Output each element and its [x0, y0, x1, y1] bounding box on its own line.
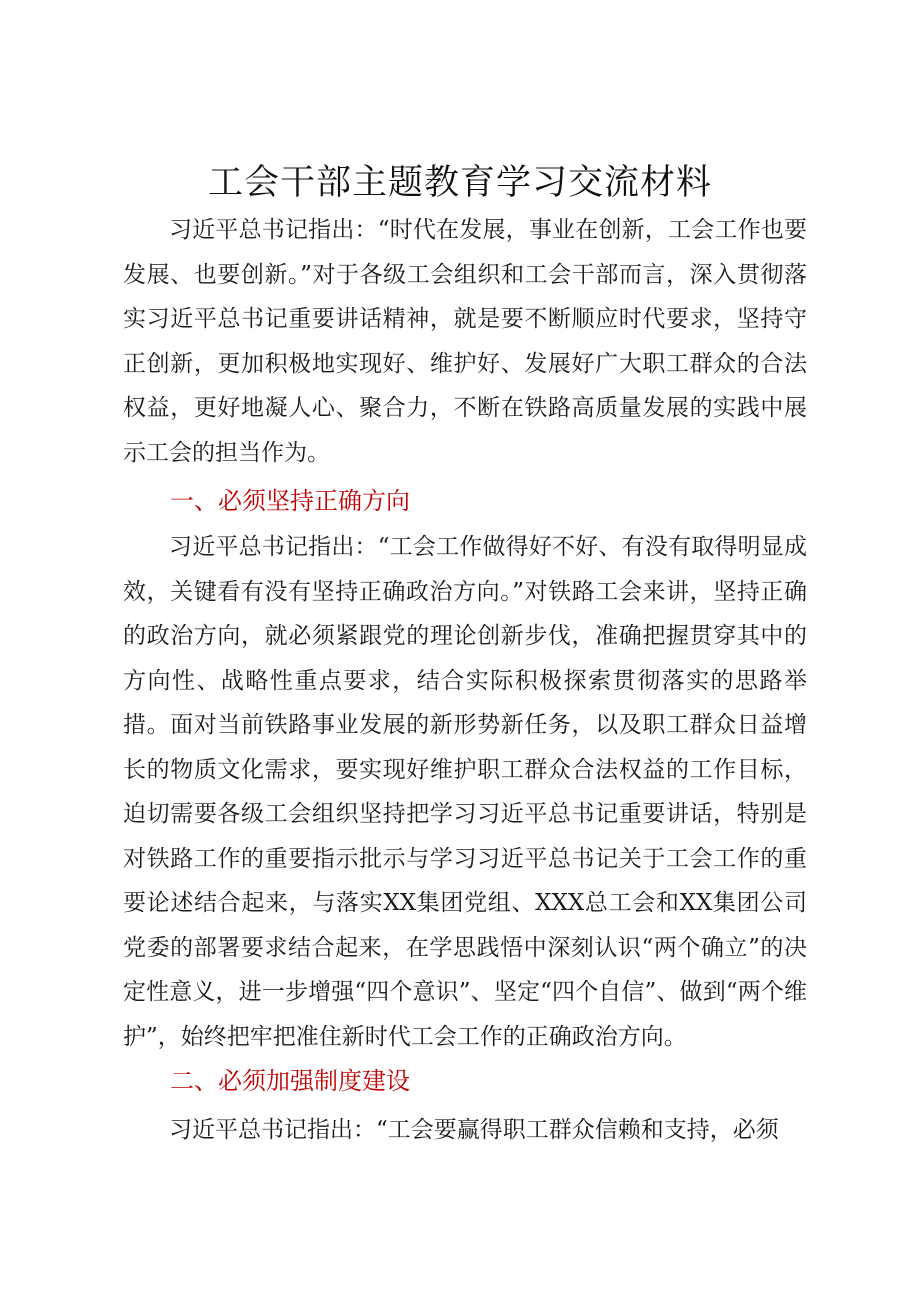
section-2-heading: 二、必须加强制度建设 [170, 1067, 410, 1095]
document-title: 工会干部主题教育学习交流材料 [207, 163, 712, 203]
section-1-heading: 一、必须坚持正确方向 [170, 487, 410, 515]
section-1-paragraph: 习近平总书记指出：“工会工作做得好不好、有没有取得明显成效，关键看有没有坚持正确政治方向。”对铁路工会来讲，坚持正确的政治方向，就必须紧跟党的理论创新步伐，准确把握贯穿其中的方向性、战略性重点要求，结合实际积极探索贯彻落实的思路举措。面对当前铁路事业发展的新形势新任务，以及职工群众日益增长的物质文化需求，要实现好维护职工群众合法权益的工作目标，迫切需要各级工会组织坚持把学习习近平总书记重要讲话，特别是对铁路工作的重要指示批示与学习习近平总书记关于工会工作的重要论述结合起来，与落实XX集团党组、XXX总工会和XX集团公司党委的部署要求结合起来，在学思践悟中深刻认识“两个确立”的决定性意义，进一步增强“四个意识”、坚定“四个自信”、做到“两个维护”，始终把牢把准住新时代工会工作的正确政治方向。 [123, 534, 807, 1050]
intro-paragraph: 习近平总书记指出：“时代在发展，事业在创新，工会工作也要发展、也要创新。”对于各级工会组织和工会干部而言，深入贯彻落实习近平总书记重要讲话精神，就是要不断顺应时代要求，坚持守正创新，更加积极地实现好、维护好、发展好广大职工群众的合法权益，更好地凝人心、聚合力，不断在铁路高质量发展的实践中展示工会的担当作为。 [123, 217, 807, 466]
section-2-paragraph: 习近平总书记指出：“工会要赢得职工群众信赖和支持，必须 [169, 1117, 779, 1143]
